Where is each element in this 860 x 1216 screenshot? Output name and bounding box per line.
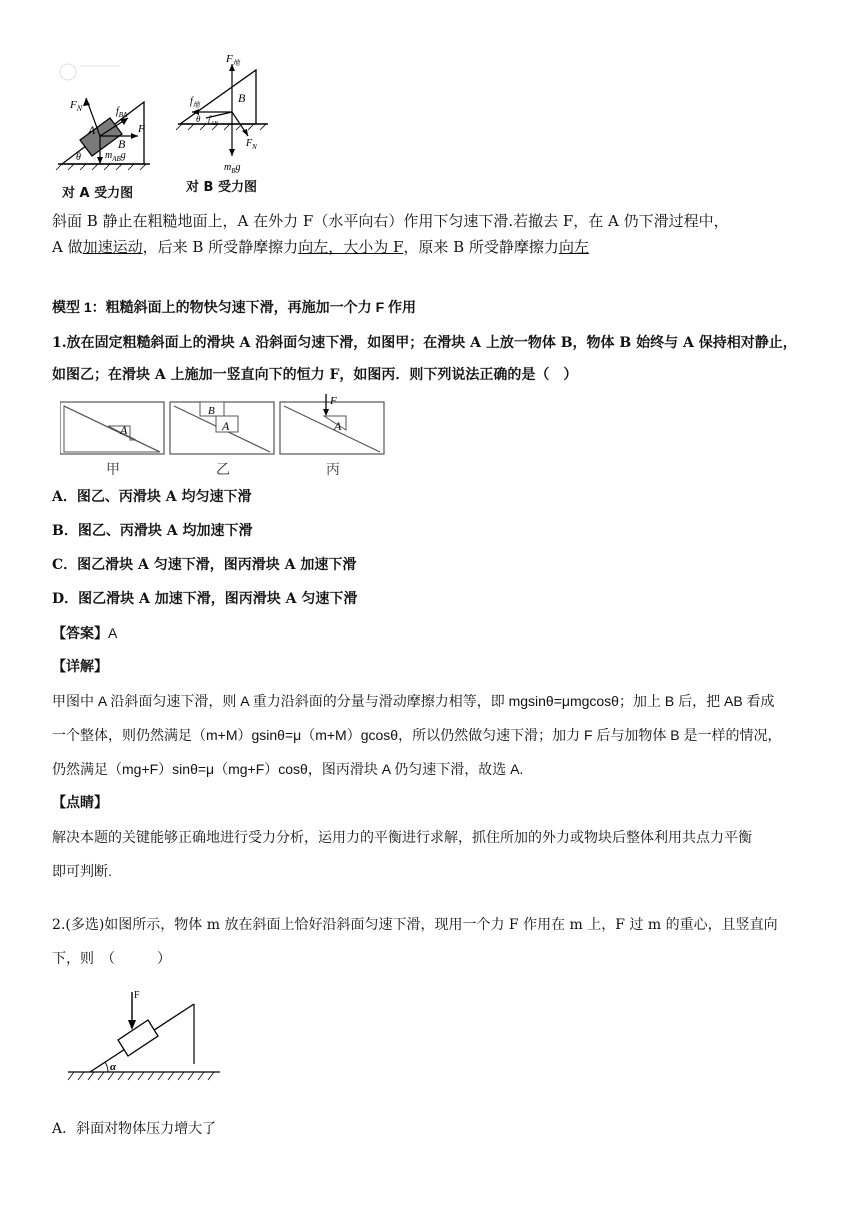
q1-option-c: C．图乙滑块 A 匀速下滑，图丙滑块 A 加速下滑 [52, 557, 357, 573]
q1-fig-bing [280, 394, 384, 478]
diagram-b-label-b: B [238, 91, 246, 105]
diagram-b-label-theta: θ [196, 114, 201, 124]
q1-option-d: D．图乙滑块 A 加速下滑，图丙滑块 A 匀速下滑 [52, 591, 358, 607]
intro-text-2: ，后来 B 所受静摩擦力 [142, 238, 299, 256]
q1-answer [52, 622, 117, 645]
q2-option-a: A．斜面对物体压力增大了 [52, 1121, 217, 1137]
q1-stem-line-1: 1.放在固定粗糙斜面上的滑块 A 沿斜面匀速下滑，如图甲；在滑块 A 上放一物体 B，物体 B 始终与 A 保持相对静止， [52, 335, 797, 351]
q2-stem-line-1: 2.(多选)如图所示，物体 m 放在斜面上恰好沿斜面匀速下滑，现用一个力 F 作用在 m 上，F 过 m 的重心，且竖直向 [52, 917, 778, 933]
q2-figure [64, 986, 224, 1086]
q1-fig-jia [60, 402, 164, 478]
intro-answer-1: 加速运动 [82, 238, 143, 256]
intro-text-3: ，原来 B 所受静摩擦力 [403, 238, 559, 256]
q2-fig-force-label: F [134, 990, 140, 1001]
q1-fig-yi-cap: 乙 [216, 463, 230, 478]
diagram-a-label-fba: $f_{BA}$ [116, 106, 128, 119]
q1-tip-line-2: 即可判断. [52, 863, 112, 879]
q1-fig-yi [170, 402, 274, 478]
q1-fig-jia-cap: 甲 [106, 463, 120, 478]
caption-b: 对 B 受力图 [186, 180, 257, 195]
q2-fig-angle-label: α [110, 1061, 117, 1073]
q1-fig-yi-block: A [222, 419, 230, 433]
q1-fig-bing-cap: 丙 [326, 463, 340, 478]
q1-tip-line-1: 解决本题的关键能够正确地进行受力分析，运用力的平衡进行求解，抓住所加的外力或物块后整体利用共点力平衡 [52, 829, 752, 845]
q1-option-a: A．图乙、丙滑块 A 均匀速下滑 [52, 489, 252, 505]
intro-answer-3: 向左 [558, 238, 589, 256]
q1-figures [60, 394, 400, 480]
q1-answer-tag: 【答案】 [52, 626, 108, 642]
force-diagram-b [176, 52, 276, 180]
q2-stem-line-2: 下，则 （ ） [52, 951, 171, 967]
diagram-a-label-fn: $F_N$ [70, 99, 83, 113]
diagram-a-label-f: F [138, 123, 145, 135]
diagram-b-label-fd: $f_地$ [190, 96, 200, 109]
q1-detail-line-1: 甲图中 A 沿斜面匀速下滑，则 A 重力沿斜面的分量与滑动摩擦力相等，即 mgsinθ=μmgcosθ；加上 B 后，把 AB 看成 [52, 693, 775, 709]
q1-stem-line-2: 如图乙；在滑块 A 上施加一竖直向下的恒力 F，如图丙．则下列说法正确的是（ ） [52, 367, 578, 383]
intro-line-2 [52, 236, 589, 258]
q1-answer-value: A [108, 625, 118, 641]
intro-line-1: 斜面 B 静止在粗糙地面上，A 在外力 F（水平向右）作用下匀速下滑.若撤去 F，在 A 仍下滑过程中， [52, 212, 729, 230]
q1-detail-line-3: 仍然满足（mg+F）sinθ=μ（mg+F）cosθ，图丙滑块 A 仍匀速下滑，故选 A. [52, 761, 524, 777]
diagram-b-label-fdi: $F_地$ [226, 53, 240, 67]
q1-fig-bing-block: A [334, 419, 342, 433]
q1-fig-yi-top: B [208, 405, 215, 417]
q1-fig-bing-force: F [330, 395, 337, 407]
diagram-b-label-mg: $m_Bg$ [224, 162, 241, 175]
intro-answer-2: 向左，大小为 F [298, 238, 404, 256]
diagram-a-label-a: A [88, 123, 96, 137]
force-diagram-a [50, 52, 170, 198]
q1-detail-line-2: 一个整体，则仍然满足（m+M）gsinθ=μ（m+M）gcosθ，所以仍然做匀速下滑；加力 F 后与加物体 B 是一样的情况， [52, 727, 782, 743]
q1-option-b: B．图乙、丙滑块 A 均加速下滑 [52, 523, 253, 539]
diagram-a-label-theta: θ [76, 152, 81, 163]
diagram-b-label-fab: $f_{AB}$ [208, 114, 218, 127]
q1-detail-tag: 【详解】 [52, 659, 108, 675]
diagram-a-label-mg: $m_{AB}g$ [105, 150, 126, 163]
caption-a: 对 A 受力图 [62, 186, 134, 201]
q1-fig-jia-block: A [120, 423, 128, 437]
intro-text-1: A 做 [52, 238, 83, 256]
diagram-a-label-b: B [118, 137, 126, 151]
model-title: 模型 1：粗糙斜面上的物快匀速下滑，再施加一个力 F 作用 [52, 299, 417, 315]
diagram-b-label-fn: $F_N$ [246, 138, 257, 151]
q1-tip-tag: 【点睛】 [52, 795, 108, 811]
